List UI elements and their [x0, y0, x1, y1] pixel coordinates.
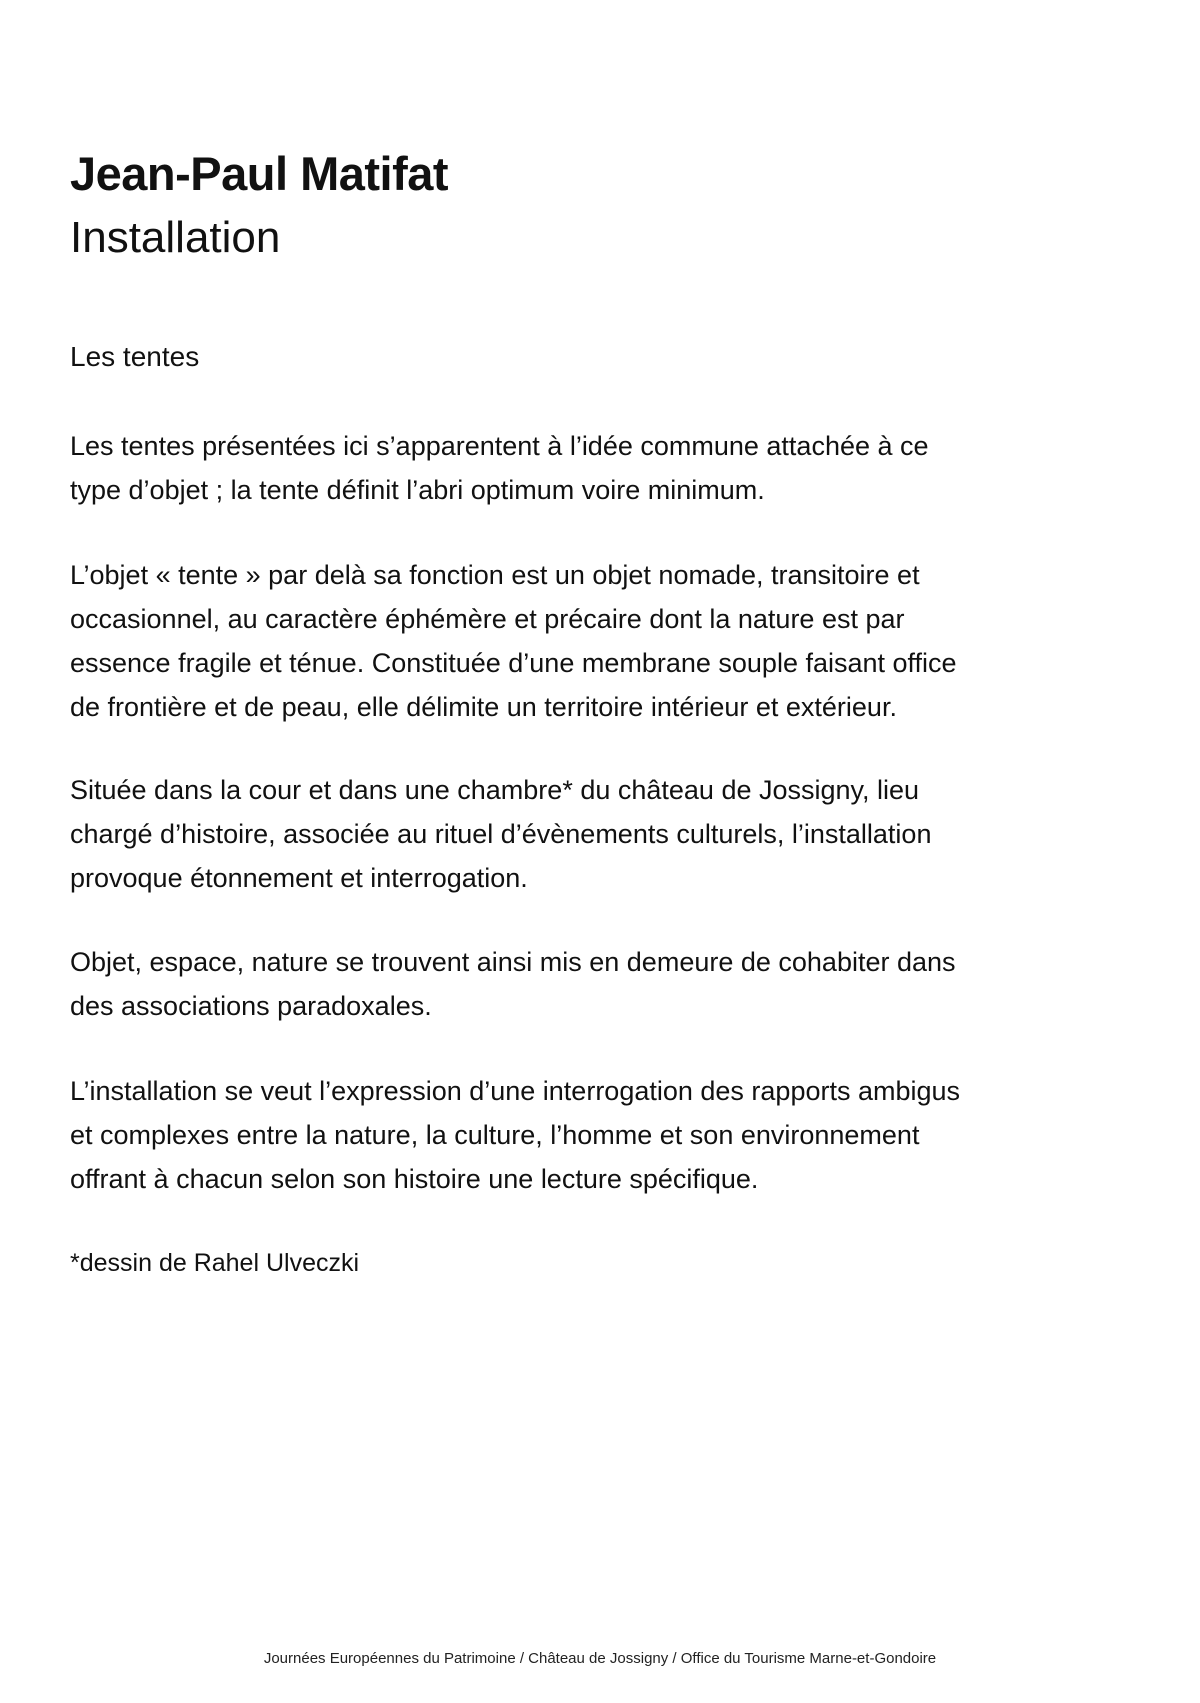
- paragraph: Située dans la cour et dans une chambre* du château de Jossigny, lieu chargé d’histoire, associée au rituel d’évènements culturels, l’installation provoque étonnement et interrogation.: [70, 775, 932, 893]
- artist-name: Jean-Paul Matifat: [70, 147, 449, 200]
- footnote: *dessin de Rahel Ulveczki: [70, 1249, 360, 1277]
- section-title: Les tentes: [70, 341, 200, 372]
- page-footer: Journées Européennes du Patrimoine / Château de Jossigny / Office du Tourisme Marne-et-Gondoire: [263, 1650, 937, 1667]
- document-subtitle: Installation: [70, 213, 281, 262]
- paragraph: L’objet « tente » par delà sa fonction est un objet nomade, transitoire et occasionnel, au caractère éphémère et précaire dont la nature est par essence fragile et ténue. Constituée d’une membrane souple faisant office de frontière et de peau, elle délimite un territoire intérieur et extérieur.: [70, 560, 957, 722]
- paragraph: L’installation se veut l’expression d’une interrogation des rapports ambigus et complexes entre la nature, la culture, l’homme et son environnement offrant à chacun selon son histoire une lecture spécifique.: [70, 1076, 961, 1194]
- paragraph: Objet, espace, nature se trouvent ainsi mis en demeure de cohabiter dans des associations paradoxales.: [70, 947, 956, 1021]
- paragraph: Les tentes présentées ici s’apparentent à l’idée commune attachée à ce type d’objet ; la tente définit l’abri optimum voire minimum.: [70, 431, 929, 505]
